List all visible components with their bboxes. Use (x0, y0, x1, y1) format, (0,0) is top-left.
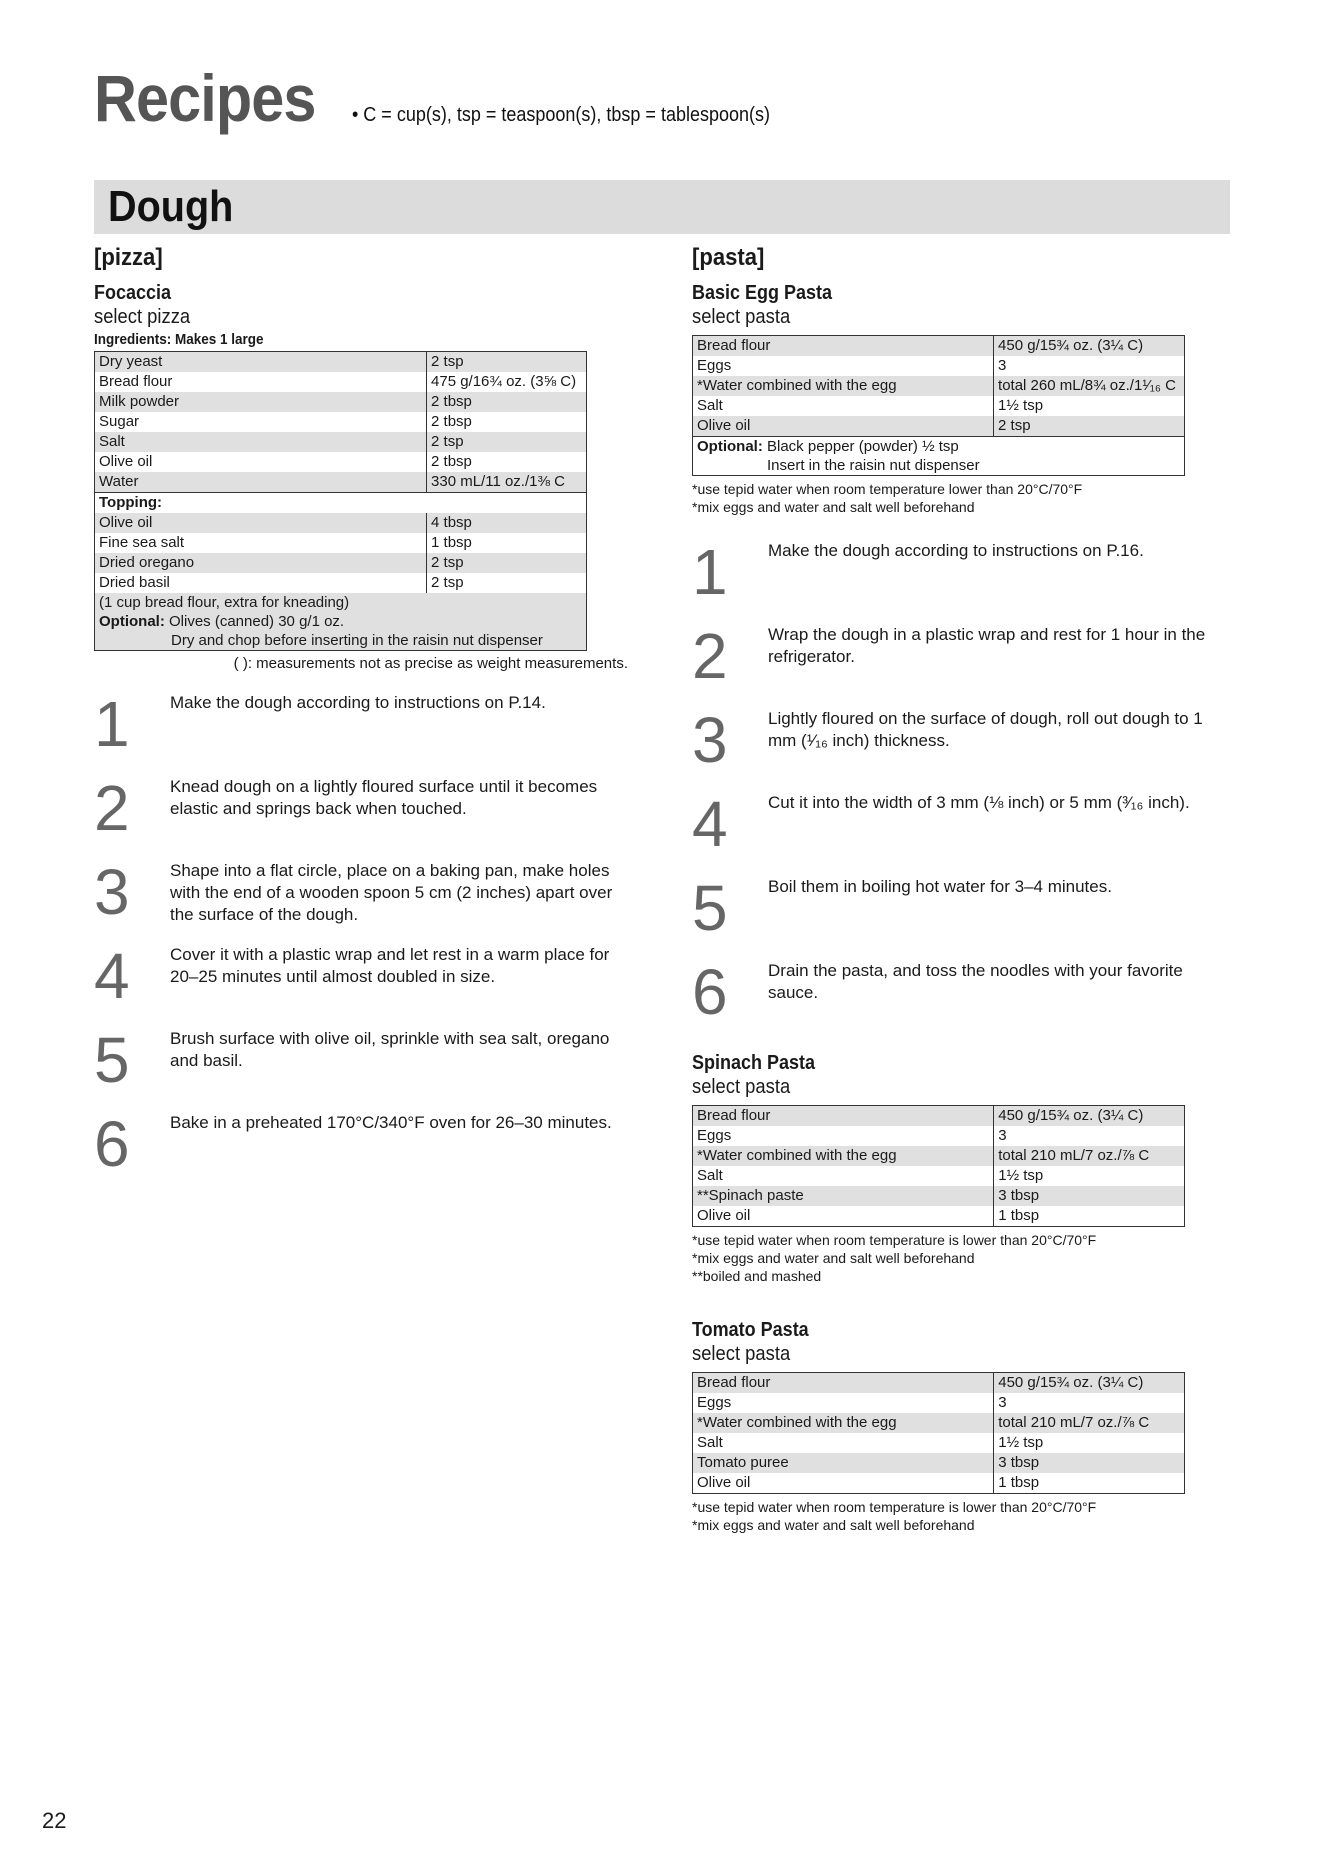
step-number: 3 (692, 704, 728, 776)
ingredient-name: Olive oil (693, 416, 994, 437)
ingredient-amount: 1½ tsp (994, 1433, 1185, 1453)
ingredient-amount: 475 g/16¾ oz. (3⅝ C) (427, 372, 587, 392)
footnotes (692, 480, 1232, 516)
ingredient-row (693, 1146, 1185, 1166)
ingredient-row (693, 1453, 1185, 1473)
ingredient-name: Milk powder (95, 392, 427, 412)
ingredient-name: Eggs (697, 1394, 732, 1411)
step (94, 1022, 634, 1106)
ingredient-name: Dry yeast (95, 352, 427, 373)
optional-text: Black pepper (powder) ½ tsp (767, 438, 959, 455)
step-number: 2 (94, 772, 130, 844)
page-title: Recipes (94, 61, 316, 135)
ingredient-name: *Water combined with the egg (693, 1413, 994, 1433)
ingredient-amount: 3 tbsp (994, 1453, 1185, 1473)
ingredient-name: Salt (95, 432, 427, 452)
ingredient-amount: 2 tsp (994, 416, 1185, 437)
step-text: Wrap the dough in a plastic wrap and rest for 1 hour in the refrigerator. (768, 625, 1206, 666)
ingredient-amount: 330 mL/11 oz./1⅜ C (427, 472, 587, 493)
topping-row (95, 573, 587, 593)
ingredient-amount: 1½ tsp (994, 396, 1185, 416)
ingredient-amount: 3 (994, 1393, 1185, 1413)
ingredient-row (95, 472, 587, 493)
ingredient-amount: 2 tsp (427, 553, 587, 573)
step-text: Bake in a preheated 170°C/340°F oven for 26–30 minutes. (170, 1113, 612, 1132)
footnote: *use tepid water when room temperature is lower than 20°C/70°F (692, 1499, 1097, 1515)
step-number: 4 (94, 940, 130, 1012)
step (692, 786, 1232, 870)
pasta-steps (692, 534, 1232, 1038)
footnotes (692, 1498, 1232, 1534)
ingredients-table (94, 351, 587, 651)
ingredient-amount: 450 g/15¾ oz. (3¼ C) (994, 1106, 1185, 1127)
ingredient-amount: 3 (994, 1126, 1185, 1146)
step-number: 1 (94, 688, 130, 760)
ingredient-name: Olive oil (99, 453, 153, 470)
abbreviation-note: • C = cup(s), tsp = teaspoon(s), tbsp = tablespoon(s) (352, 104, 771, 126)
ingredient-amount: 1 tbsp (994, 1206, 1185, 1227)
ingredient-row (95, 392, 587, 412)
optional-detail: Dry and chop before inserting in the raisin nut dispenser (171, 632, 543, 649)
optional-label: Optional: (99, 613, 165, 630)
ingredient-row (693, 1126, 1185, 1146)
ingredient-amount: 3 tbsp (994, 1186, 1185, 1206)
ingredients-heading: Ingredients: Makes 1 large (94, 331, 264, 348)
ingredient-row (95, 432, 587, 452)
ingredient-row (95, 412, 587, 432)
ingredient-row (693, 1473, 1185, 1494)
step-text: Lightly floured on the surface of dough, roll out dough to 1 mm (¹⁄₁₆ inch) thickness. (768, 709, 1203, 750)
ingredient-row (693, 1373, 1185, 1394)
footnote: *mix eggs and water and salt well beforehand (692, 1517, 975, 1533)
measurement-note: ( ): measurements not as precise as weight measurements. (233, 655, 628, 672)
step-number: 3 (94, 856, 130, 928)
menu-selection: select pizza (94, 306, 191, 328)
ingredient-name: Fine sea salt (99, 534, 185, 551)
ingredients-table (692, 1105, 1185, 1227)
step-text: Cut it into the width of 3 mm (⅛ inch) or 5 mm (³⁄₁₆ inch). (768, 793, 1190, 812)
footnote: *mix eggs and water and salt well beforehand (692, 499, 975, 515)
topping-row (95, 553, 587, 573)
step-number: 2 (692, 620, 728, 692)
pizza-steps (94, 686, 634, 1190)
optional-label: Optional: (697, 438, 763, 455)
step-number: 5 (94, 1024, 130, 1096)
ingredient-amount: total 210 mL/7 oz./⅞ C (994, 1146, 1185, 1166)
step-text: Brush surface with olive oil, sprinkle with sea salt, oregano and basil. (170, 1029, 610, 1070)
step (94, 770, 634, 854)
step (692, 870, 1232, 954)
menu-selection: select pasta (692, 1343, 791, 1365)
ingredient-row (693, 336, 1185, 357)
ingredient-name: Salt (697, 1167, 723, 1184)
recipe-title: Focaccia (94, 282, 172, 304)
ingredient-amount: 450 g/15¾ oz. (3¼ C) (994, 1373, 1185, 1394)
topping-row (95, 513, 587, 533)
ingredient-row (693, 416, 1185, 437)
ingredient-name: Sugar (99, 413, 140, 430)
ingredient-row (693, 1166, 1185, 1186)
ingredient-amount: 4 tbsp (427, 513, 587, 533)
ingredient-row (693, 1393, 1185, 1413)
step-text: Shape into a flat circle, place on a baking pan, make holes with the end of a wooden spoon 5 cm (2 inches) apart over the surface of the dough. (170, 861, 613, 924)
footnote: *use tepid water when room temperature is lower than 20°C/70°F (692, 1232, 1097, 1248)
footnote: **boiled and mashed (692, 1268, 822, 1284)
menu-selection: select pasta (692, 1076, 791, 1098)
step (94, 938, 634, 1022)
ingredient-amount: 2 tbsp (427, 452, 587, 472)
ingredient-name: Eggs (697, 1127, 732, 1144)
ingredient-name: Bread flour (99, 373, 173, 390)
category-heading: [pasta] (692, 244, 765, 271)
ingredient-row (95, 452, 587, 472)
step-text: Drain the pasta, and toss the noodles with your favorite sauce. (768, 961, 1183, 1002)
ingredient-amount: 3 (994, 356, 1185, 376)
step-text: Cover it with a plastic wrap and let rest in a warm place for 20–25 minutes until almost doubled in size. (170, 945, 610, 986)
pizza-column (94, 244, 634, 1190)
ingredient-row (693, 1413, 1185, 1433)
ingredient-name: Bread flour (693, 336, 994, 357)
pasta-column (692, 244, 1232, 1534)
footnote: *use tepid water when room temperature lower than 20°C/70°F (692, 481, 1083, 497)
ingredient-name: Tomato puree (693, 1453, 994, 1473)
ingredient-amount: total 260 mL/8¾ oz./1¹⁄₁₆ C (994, 376, 1185, 396)
ingredient-name: *Water combined with the egg (693, 376, 994, 396)
ingredient-amount: total 210 mL/7 oz./⅞ C (994, 1413, 1185, 1433)
optional-detail: Insert in the raisin nut dispenser (767, 457, 980, 474)
ingredient-amount: 1 tbsp (994, 1473, 1185, 1494)
page-number: 22 (42, 1808, 67, 1833)
ingredient-row (693, 396, 1185, 416)
ingredient-name: Water (95, 472, 427, 493)
ingredient-row (693, 1433, 1185, 1453)
ingredient-name: Olive oil (697, 1207, 751, 1224)
ingredients-table (692, 1372, 1185, 1494)
ingredient-name: Olive oil (95, 513, 427, 533)
recipe-title: Basic Egg Pasta (692, 282, 833, 304)
step (94, 854, 634, 938)
step-number: 6 (94, 1108, 130, 1180)
optional-text: Olives (canned) 30 g/1 oz. (169, 613, 345, 630)
footnotes (692, 1231, 1232, 1285)
ingredients-table (692, 335, 1185, 476)
extra-flour-note: (1 cup bread flour, extra for kneading) (99, 594, 350, 611)
ingredient-row (693, 1186, 1185, 1206)
ingredient-name: Olive oil (697, 1474, 751, 1491)
ingredient-amount: 2 tsp (427, 573, 587, 593)
step-text: Knead dough on a lightly floured surface until it becomes elastic and springs back when touched. (170, 777, 598, 818)
ingredient-amount: 1 tbsp (427, 533, 587, 553)
ingredient-row (95, 352, 587, 373)
ingredient-name: **Spinach paste (693, 1186, 994, 1206)
menu-selection: select pasta (692, 306, 791, 328)
ingredient-row (693, 356, 1185, 376)
footnote: *mix eggs and water and salt well beforehand (692, 1250, 975, 1266)
step-number: 1 (692, 536, 728, 608)
step (692, 618, 1232, 702)
ingredient-amount: 2 tsp (427, 352, 587, 373)
step (692, 534, 1232, 618)
step-number: 6 (692, 956, 728, 1028)
recipe-title: Tomato Pasta (692, 1319, 809, 1341)
topping-row (95, 533, 587, 553)
ingredient-name: Dried basil (99, 574, 170, 591)
ingredient-name: Salt (697, 1434, 723, 1451)
ingredient-amount: 2 tbsp (427, 412, 587, 432)
step (692, 702, 1232, 786)
step (94, 1106, 634, 1190)
ingredient-name: Bread flour (693, 1106, 994, 1127)
step (94, 686, 634, 770)
ingredient-amount: 2 tsp (427, 432, 587, 452)
section-title: Dough (108, 182, 234, 231)
ingredient-name: Eggs (697, 357, 732, 374)
topping-label: Topping: (95, 493, 587, 514)
step (692, 954, 1232, 1038)
ingredient-row (693, 1106, 1185, 1127)
ingredient-row (693, 1206, 1185, 1227)
ingredient-row (693, 376, 1185, 396)
ingredient-name: Dried oregano (95, 553, 427, 573)
step-text: Boil them in boiling hot water for 3–4 minutes. (768, 877, 1112, 896)
step-number: 5 (692, 872, 728, 944)
ingredient-name: Salt (697, 397, 723, 414)
step-text: Make the dough according to instructions on P.14. (170, 693, 546, 712)
ingredient-row (95, 372, 587, 392)
recipe-title: Spinach Pasta (692, 1052, 816, 1074)
ingredient-name: *Water combined with the egg (693, 1146, 994, 1166)
ingredient-amount: 450 g/15¾ oz. (3¼ C) (994, 336, 1185, 357)
ingredient-amount: 2 tbsp (427, 392, 587, 412)
category-heading: [pizza] (94, 244, 163, 271)
ingredient-amount: 1½ tsp (994, 1166, 1185, 1186)
section-header (94, 180, 1230, 234)
step-text: Make the dough according to instructions on P.16. (768, 541, 1144, 560)
ingredient-name: Bread flour (693, 1373, 994, 1394)
step-number: 4 (692, 788, 728, 860)
